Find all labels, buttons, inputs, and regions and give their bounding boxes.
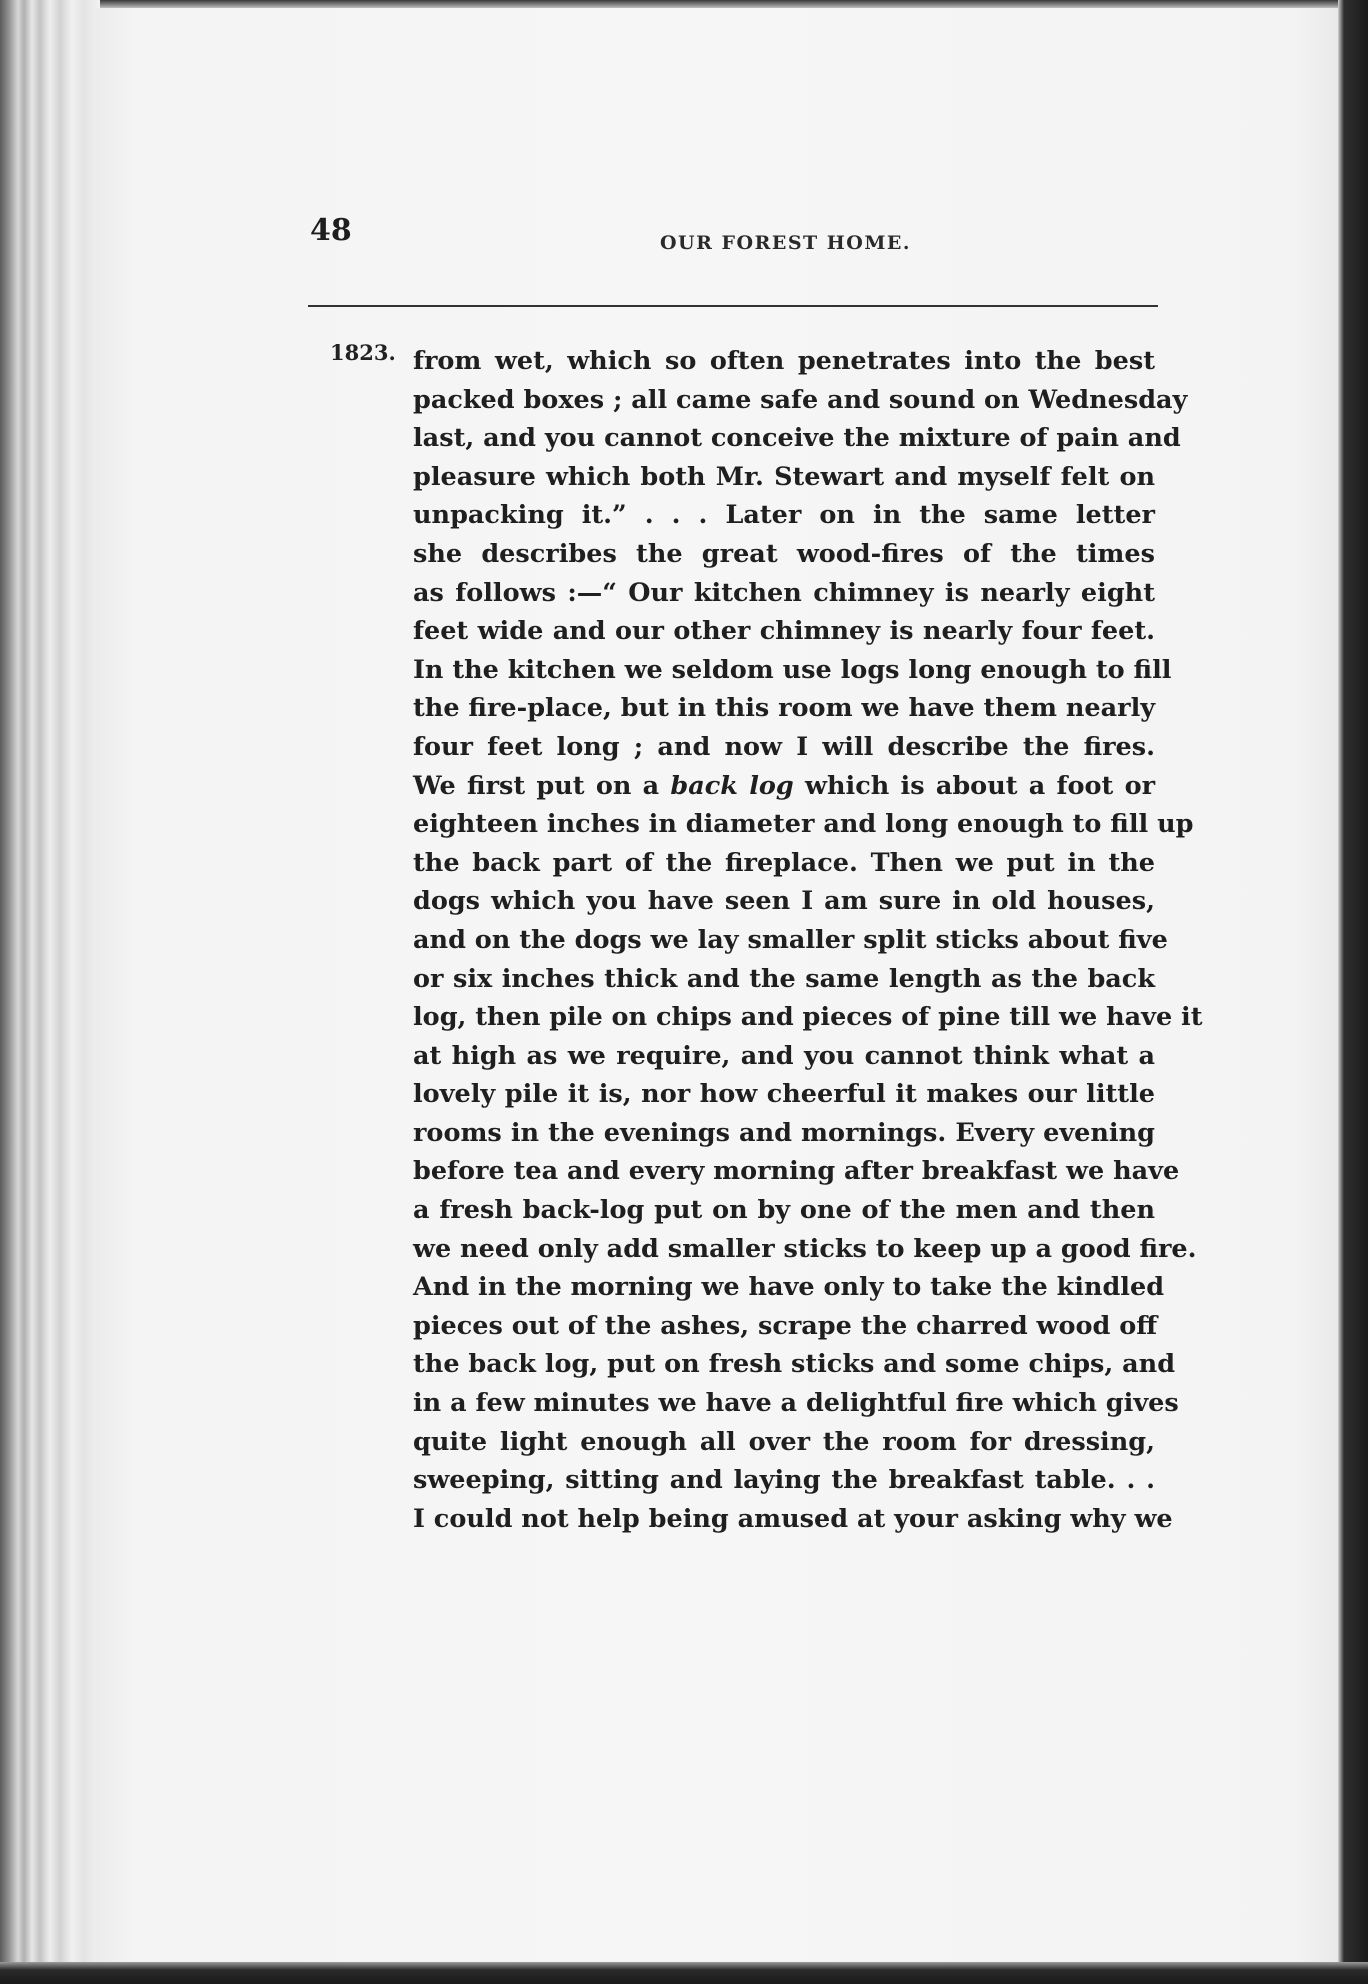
text-line: pieces out of the ashes, scrape the charred wood off [413,1310,1158,1341]
text-line: in a few minutes we have a delightful fire which gives [413,1388,1179,1419]
text-line: quite light enough all over the room for dressing, [413,1426,1155,1457]
text-line: we need only add smaller sticks to keep up a good fire. [413,1233,1197,1264]
text-line: sweeping, sitting and laying the breakfast table. . . [413,1465,1155,1496]
header-rule [308,305,1158,307]
text-line: log, then pile on chips and pieces of pine till we have it [413,1002,1203,1033]
body-text [413,342,1203,1538]
text-line: the back part of the fireplace. Then we put in the [413,847,1155,878]
text-line: four feet long ; and now I will describe the fires. [413,731,1155,762]
text-line: packed boxes ; all came safe and sound on Wednesday [413,384,1188,415]
text-line: pleasure which both Mr. Stewart and myself felt on [413,461,1155,492]
text-line: dogs which you have seen I am sure in old houses, [413,886,1155,917]
text-line: In the kitchen we seldom use logs long enough to fill [413,654,1172,685]
text-line: rooms in the evenings and mornings. Every evening [413,1117,1155,1148]
text-line-lead: We first put on a [413,770,671,801]
text-line: she describes the great wood-fires of the times [413,538,1155,569]
text-line: from wet, which so often penetrates into the best [413,346,1155,376]
text-line-italic [413,767,1155,806]
running-head: OUR FOREST HOME. [660,232,911,254]
margin-year: 1823. [330,340,396,365]
text-line: as follows :—“ Our kitchen chimney is nearly eight [413,577,1155,608]
italic-back-log: back log [670,770,794,801]
page-number: 48 [310,213,352,248]
text-line: feet wide and our other chimney is nearly four feet. [413,616,1155,647]
text-line: eighteen inches in diameter and long enough to fill up [413,809,1194,840]
text-line-tail: which is about a foot or [793,770,1156,801]
text-line: the fire-place, but in this room we have them nearly [413,693,1156,724]
text-line: at high as we require, and you cannot think what a [413,1040,1155,1071]
text-line: the back log, put on fresh sticks and some chips, and [413,1349,1176,1380]
text-line: And in the morning we have only to take the kindled [413,1272,1165,1303]
text-line: a fresh back-log put on by one of the men and then [413,1195,1155,1226]
text-line: and on the dogs we lay smaller split sticks about five [413,924,1168,955]
scan-right-edge [1338,0,1368,1984]
text-line: or six inches thick and the same length as the back [413,963,1155,994]
text-line: before tea and every morning after breakfast we have [413,1156,1180,1187]
book-page-edges [0,0,100,1984]
text-line: I could not help being amused at your asking why we [413,1503,1173,1534]
text-line: lovely pile it is, nor how cheerful it makes our little [413,1079,1155,1110]
scan-bottom-edge [0,1962,1368,1984]
text-line: unpacking it.” . . . Later on in the same letter [413,500,1155,531]
text-line: last, and you cannot conceive the mixture of pain and [413,423,1181,454]
